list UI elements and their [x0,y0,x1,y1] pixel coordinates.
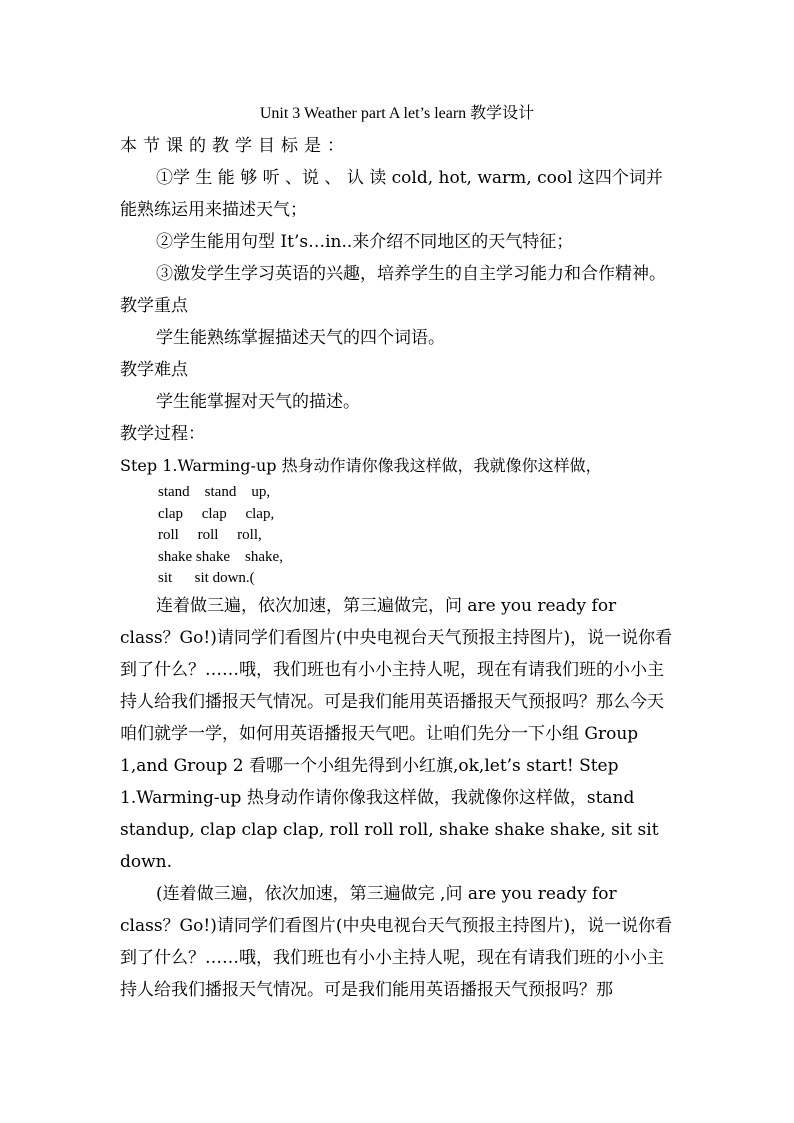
objective-3: ③激发学生学习英语的兴趣，培养学生的自主学习能力和合作精神。 [156,264,666,284]
objectives-heading: 本节课的教学目标是： [120,136,350,156]
difficulty-heading: 教学难点 [120,360,188,380]
process-paragraph-1: 连着做三遍，依次加速，第三遍做完，问 are you ready for class？Go!)请同学们看图片(中央电视台天气预报主持图片)，说一说你看到了什么？……哦，我们班也有小小主持人呢，现在有请我们班的小小主持人给我们播报天气情况。可是我们能用英语播报天气预报吗？那么今天咱们就学一学，如何用英语播报天气吧。让咱们先分一下小组 Group 1,and Group 2 看哪一个小组先得到小红旗,ok,let’s start! Step 1.Warming-up 热身动作请你像我这样做，我就像你这样做，stand standup, clap clap clap, roll roll roll, shake shake shake, sit sit down. [120,595,673,872]
action-line: shake shake shake, [158,548,283,565]
action-line: stand stand up, [158,484,271,500]
process-heading: 教学过程： [120,424,205,444]
warm-up-actions [120,482,678,590]
action-line: clap clap clap, [158,505,275,522]
document-title: Unit 3 Weather part A let’s learn 教学设计 [259,105,535,122]
objective-1: ①学 生 能 够 听 、说 、 认 读 cold, hot, warm, cool 这四个词并能熟练运用来描述天气； [120,168,663,220]
objective-2: ②学生能用句型 It’s…in..来介绍不同地区的天气特征； [156,232,574,252]
step-1-warming-up: Step 1.Warming-up 热身动作请你像我这样做，我就像你这样做， [120,456,602,475]
action-line: roll roll roll, [158,527,262,543]
process-paragraph-2: (连着做三遍，依次加速，第三遍做完 ,问 are you ready for class？Go!)请同学们看图片(中央电视台天气预报主持图片)，说一说你看到了什么？……哦，我们班也有小小主持人呢，现在有请我们班的小小主持人给我们播报天气情况。可是我们能用英语播报天气预报吗？那 [120,883,673,1000]
key-point-text: 学生能熟练掌握描述天气的四个词语。 [156,328,445,348]
document-body [120,130,678,1006]
key-point-heading: 教学重点 [120,296,188,316]
action-line: sit sit down.( [158,570,255,586]
difficulty-text: 学生能掌握对天气的描述。 [156,392,360,412]
